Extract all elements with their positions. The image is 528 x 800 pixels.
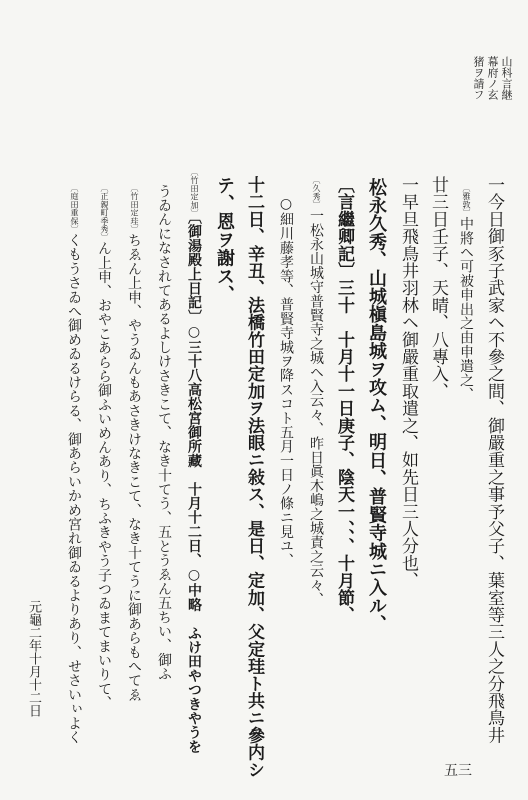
text-column: 〔竹田定珪〕ちゑん上申、やうゐんもあさきけなきこて、なき十てうに御あらもへてゑ <box>126 184 142 702</box>
text-column: 〔久秀〕一松永山城守普賢寺之城ヘ入云々、昨日眞木嶋之城責之云々、 <box>308 176 324 607</box>
header-line: 幕府ノ玄 <box>486 56 499 100</box>
text-column: 一今日御豕子武家ヘ不參之間、御嚴重之事予父子、葉室等三人之分飛鳥井 <box>484 176 504 744</box>
text-column: 廿三日壬子、天晴、八專入、 <box>428 176 448 400</box>
text-column: 〔正親町季秀〕ん上申、おやこあらら御ふいめんあり、ちふきやう子つゐまてまいりて、 <box>96 184 112 711</box>
annotation: 〔庭田重保〕 <box>70 184 79 234</box>
section-heading: 松永久秀、山城槇島城ヲ攻ム、明日、普賢寺城ニ入ル、 <box>366 178 387 633</box>
annotation: 〔竹田定珪〕 <box>130 184 139 234</box>
annotation: 〔雅敦〕 <box>462 184 471 217</box>
header-line: 猪ヲ請フ <box>472 56 485 100</box>
footer-date: 元龜二年十月十二日 <box>26 600 41 717</box>
section-heading: 十二日、辛丑、法橋竹田定加ヲ法眼ニ敍ス、是日、定加、父定珪ト共ニ參内シ <box>244 176 264 778</box>
text-column: 〔雅敦〕中將ヘ可被申出之由申遣之、 <box>458 184 474 402</box>
annotation: 〔竹田定加〕 <box>190 168 199 218</box>
text-column: 〔竹田定加〕〔御湯殿上日記〕○三十八高松宮御所藏 十月十二日、○中略 ふけ田やつきやうを <box>186 168 202 754</box>
editorial-note: ○細川藤孝等、普賢寺城ヲ降スコト五月一日ノ條ニ見ユ、 <box>278 196 294 568</box>
section-heading: テ、恩ヲ謝ス、 <box>214 176 235 304</box>
annotation: 〔正親町季秀〕 <box>100 184 109 242</box>
text-column: 〔言繼卿記〕三十 十月十一日庚子、陰天一、、、十月節、 <box>334 176 354 624</box>
text-column: 〔庭田重保〕くもうさゐへ御めゐるけらる、御あらいかめ宮れ御ゐるよりあり、せさいぃよく <box>66 184 82 745</box>
running-header <box>472 56 512 100</box>
text-column: 一早旦飛鳥井羽林ヘ御嚴重取遣之、如先日三人分也、 <box>398 176 418 589</box>
text-column: うゐんになされてあるよしけさきこて、なき十てう、五とうゑん五ちい、御ふ <box>156 184 172 681</box>
annotation: 〔久秀〕 <box>312 176 321 209</box>
header-line: 山科言継 <box>500 56 513 100</box>
page-number: 五三 <box>444 763 472 779</box>
